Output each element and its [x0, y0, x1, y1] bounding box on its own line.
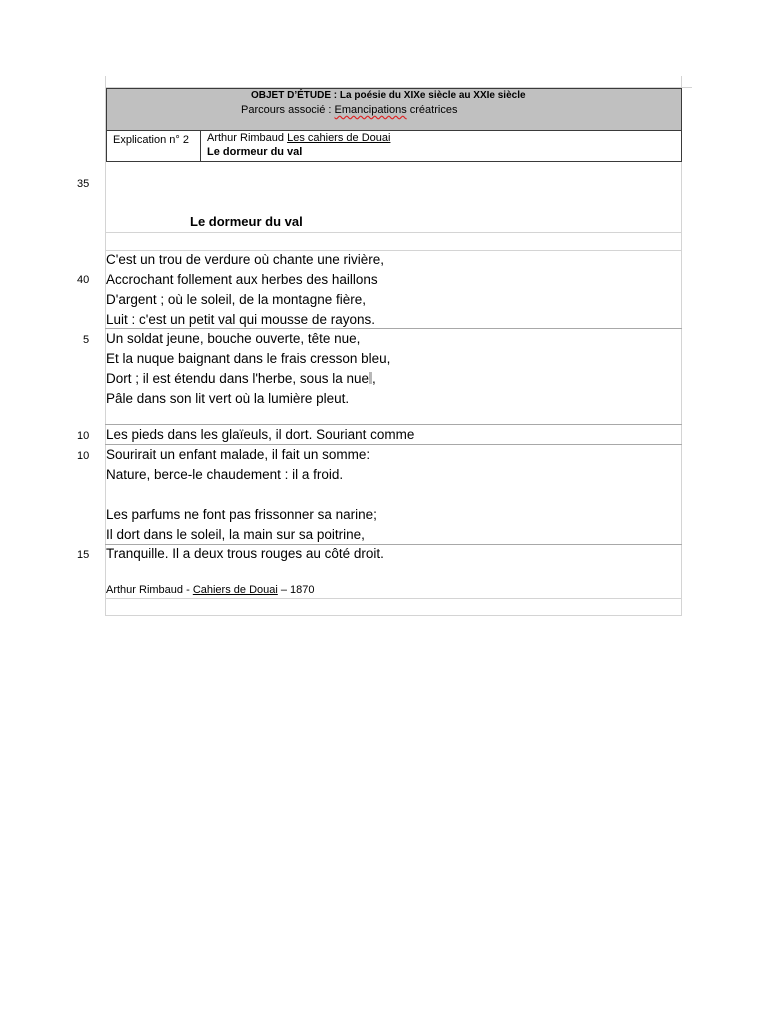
- explication-number: Explication n° 2: [113, 134, 189, 146]
- verse-line: Pâle dans son lit vert où la lumière pleut.: [106, 391, 350, 406]
- verse-line: Un soldat jeune, bouche ouverte, tête nue,: [106, 331, 361, 346]
- verse-line: Il dort dans le soleil, la main sur sa poitrine,: [106, 527, 365, 542]
- line-number-10: 10: [77, 430, 90, 442]
- line-number-5: 5: [83, 334, 90, 346]
- row-line: [105, 615, 682, 616]
- row-line: [105, 598, 682, 599]
- info-row: [106, 131, 682, 162]
- verse-line: Les pieds dans les glaïeuls, il dort. Souriant comme: [106, 427, 415, 442]
- objet-etude-heading: OBJET D’ÉTUDE : La poésie du XIXe siècle au XXIe siècle: [251, 90, 526, 101]
- spellcheck-word[interactable]: Emancipations: [334, 104, 407, 116]
- poem-title: Le dormeur du val: [190, 214, 303, 229]
- verse-line: Accrochant follement aux herbes des haillons: [106, 272, 378, 287]
- verse-line: Les parfums ne font pas frissonner sa narine;: [106, 507, 377, 522]
- verse-line: Dort ; il est étendu dans l'herbe, sous la nue ,: [106, 371, 376, 386]
- verse-line: Tranquille. Il a deux trous rouges au côté droit.: [106, 546, 384, 561]
- verse-line: Nature, berce-le chaudement : il a froid.: [106, 467, 344, 482]
- verse-line: Et la nuque baignant dans le frais cresson bleu,: [106, 351, 391, 366]
- verse-line: D'argent ; où le soleil, de la montagne fière,: [106, 292, 366, 307]
- verse-line: C'est un trou de verdure où chante une rivière,: [106, 252, 384, 267]
- poem-title-cell: Le dormeur du val: [207, 146, 303, 158]
- line-number-10: 10: [77, 450, 90, 462]
- author-work-line: Arthur Rimbaud Les cahiers de Douai: [207, 132, 391, 144]
- line-number-15: 15: [77, 549, 90, 561]
- line-number-40: 40: [77, 274, 90, 286]
- info-divider: [200, 131, 201, 162]
- line-number-35: 35: [77, 178, 90, 190]
- signature-line: Arthur Rimbaud - Cahiers de Douai – 1870: [106, 584, 315, 596]
- verse-line: Luit : c'est un petit val qui mousse de rayons.: [106, 312, 375, 327]
- parcours-line: Parcours associé : Emancipations créatrices: [241, 104, 458, 116]
- verse-line: Sourirait un enfant malade, il fait un somme:: [106, 447, 371, 462]
- row-line: [105, 232, 682, 233]
